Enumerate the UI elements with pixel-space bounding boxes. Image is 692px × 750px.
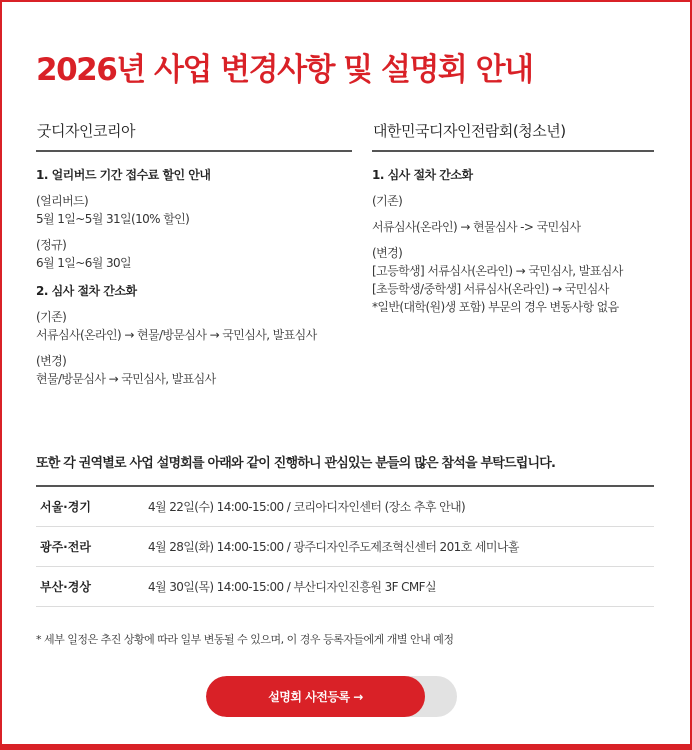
text-line: 서류심사(온라인) → 현물심사 -> 국민심사: [372, 220, 581, 234]
schedule-detail: 4월 22일(수) 14:00-15:00 / 코리아디자인센터 (장소 추후 안내): [148, 500, 466, 514]
footnote: * 세부 일정은 추진 상황에 따라 일부 변동될 수 있으며, 이 경우 등록자들에게 개별 안내 예정: [36, 633, 454, 646]
text-line: (변경): [372, 246, 403, 260]
page-title: 2026년 사업 변경사항 및 설명회 안내: [36, 52, 533, 88]
column-body: [36, 152, 352, 388]
text-line: [초등학생/중학생] 서류심사(온라인) → 국민심사: [372, 282, 609, 296]
right-column: [372, 118, 654, 316]
text-line: (얼리버드): [36, 194, 89, 208]
text-line: 서류심사(온라인) → 현물/방문심사 → 국민심사, 발표심사: [36, 328, 317, 342]
register-button-track: [206, 676, 457, 717]
region-label: 광주·전라: [40, 540, 91, 554]
pre-register-button[interactable]: 설명회 사전등록 →: [206, 676, 425, 717]
region-label: 서울·경기: [40, 500, 91, 514]
text-line: [고등학생] 서류심사(온라인) → 국민심사, 발표심사: [372, 264, 623, 278]
table-row: [36, 487, 654, 527]
text-line: (기존): [372, 194, 403, 208]
table-row: [36, 567, 654, 607]
text-line: 6월 1일~6월 30일: [36, 256, 132, 270]
session-notice: 또한 각 권역별로 사업 설명회를 아래와 같이 진행하니 관심있는 분들의 많은 참석을 부탁드립니다.: [36, 456, 556, 471]
text-line: (정규): [36, 238, 67, 252]
region-label: 부산·경상: [40, 580, 91, 594]
text-line: (기존): [36, 310, 67, 324]
section-title: 2. 심사 절차 간소화: [36, 284, 137, 298]
schedule-detail: 4월 28일(화) 14:00-15:00 / 광주디자인주도제조혁신센터 201호 세미나홀: [148, 540, 519, 554]
column-heading-design-exhibition: 대한민국디자인전람회(청소년): [373, 122, 566, 140]
left-column: [36, 118, 352, 388]
text-line: 5월 1일~5월 31일(10% 할인): [36, 212, 190, 226]
schedule-detail: 4월 30일(목) 14:00-15:00 / 부산디자인진흥원 3F CMF실: [148, 580, 436, 594]
table-row: [36, 527, 654, 567]
schedule-table: [36, 485, 654, 607]
text-line: (변경): [36, 354, 67, 368]
section-title: 1. 심사 절차 간소화: [372, 168, 473, 182]
text-line: *일반(대학(원)생 포함) 부문의 경우 변동사항 없음: [372, 300, 619, 314]
section-title: 1. 얼리버드 기간 접수료 할인 안내: [36, 168, 211, 182]
column-heading-goodesign: 굿디자인코리아: [37, 122, 135, 140]
column-body: [372, 152, 654, 316]
text-line: 현물/방문심사 → 국민심사, 발표심사: [36, 372, 216, 386]
